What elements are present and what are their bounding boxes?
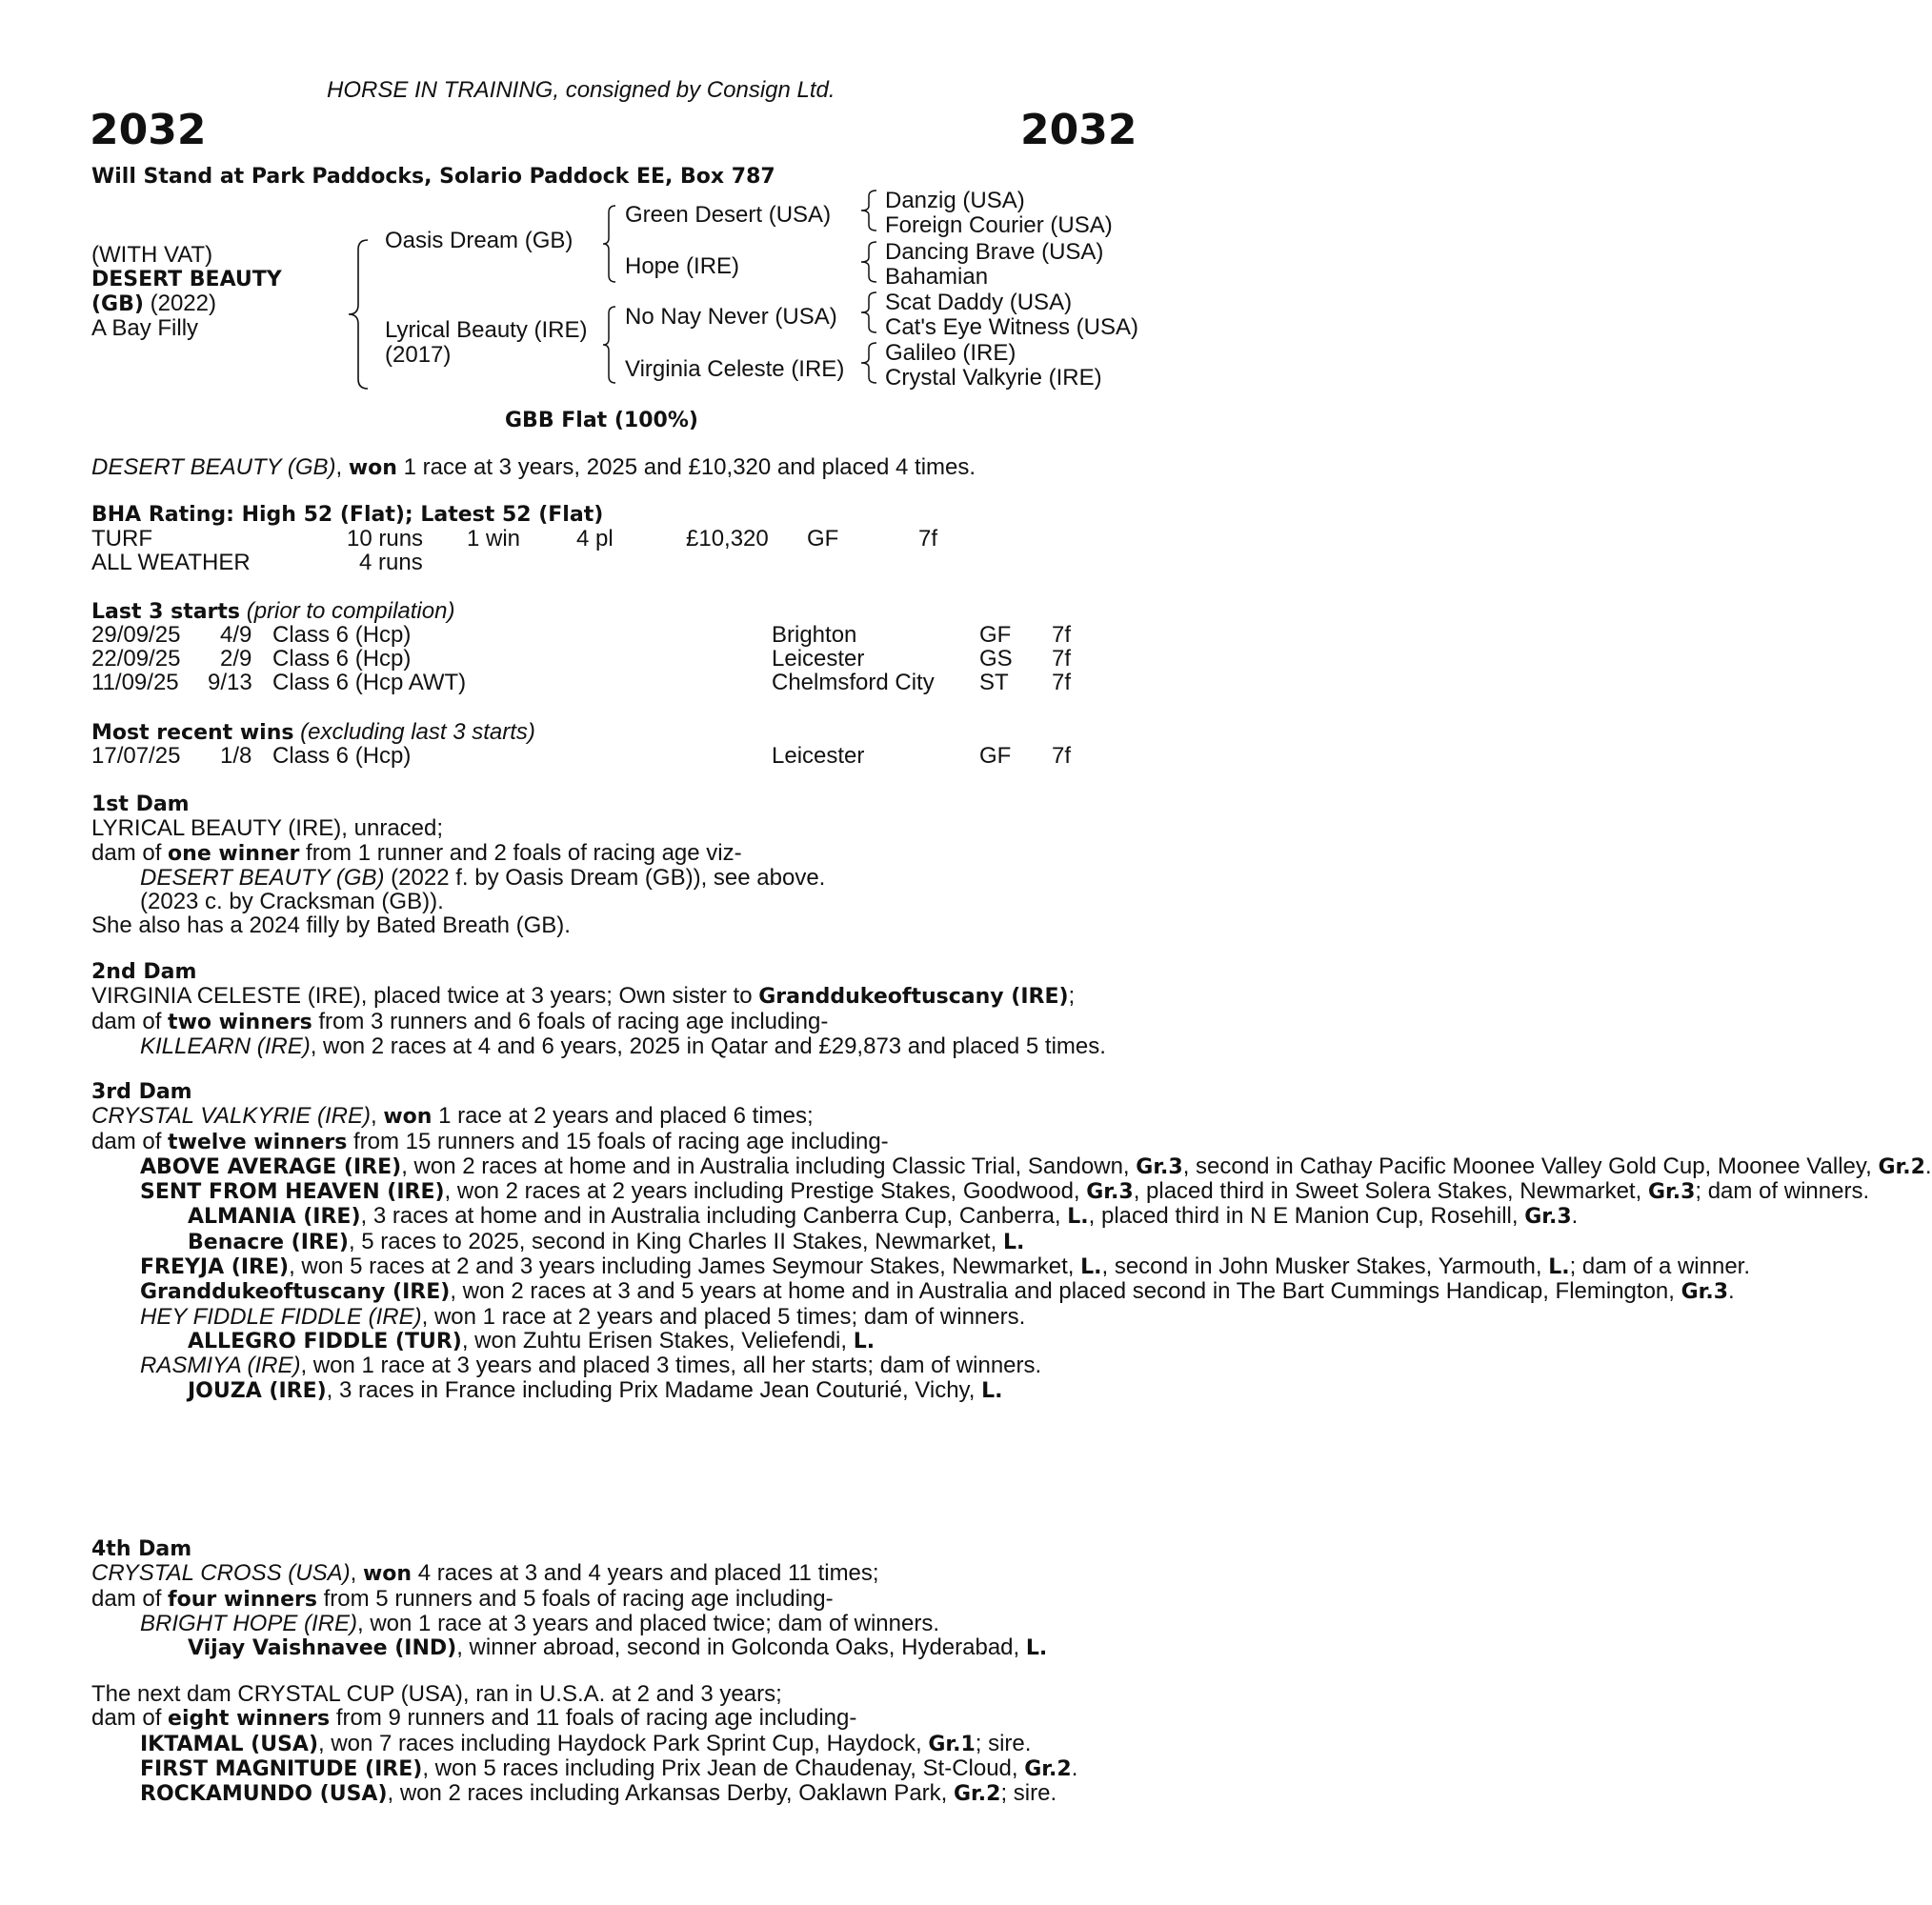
produce-name: FIRST MAGNITUDE (IRE) — [140, 1756, 423, 1781]
text: from 3 runners and 6 foals of racing age including- — [312, 1008, 829, 1034]
bha-rating-heading: BHA Rating: High 52 (Flat); Latest 52 (Flat) — [91, 503, 604, 527]
produce-name: HEY FIDDLE FIDDLE (IRE) — [140, 1303, 422, 1330]
text: . — [1924, 1153, 1932, 1179]
horse-name: DESERT BEAUTY — [91, 268, 282, 291]
text: , 3 races in France including Prix Madame Jean Couturié, Vichy, — [326, 1376, 982, 1403]
produce-name: Vijay Vaishnavee (IND) — [188, 1636, 457, 1661]
ped-sds: Dancing Brave (USA) — [885, 239, 1104, 265]
text: , — [370, 1103, 384, 1130]
foal-name: DESERT BEAUTY (GB) — [140, 864, 385, 891]
recent-wins-heading — [91, 720, 535, 745]
grade: L. — [1080, 1255, 1102, 1280]
produce-entry — [140, 1178, 1870, 1205]
second-dam-line — [91, 1010, 1149, 1034]
win-pos: 1/8 — [220, 743, 252, 769]
win-date: 17/07/25 — [91, 743, 181, 769]
win-race: Class 6 (Hcp) — [272, 743, 412, 769]
text: from 5 runners and 5 foals of racing age including- — [316, 1585, 834, 1612]
winners-count: eight winners — [168, 1707, 331, 1732]
start-row — [91, 623, 1139, 647]
horse-origin-year — [91, 291, 216, 316]
horse-year: (2022) — [150, 291, 216, 316]
text: dam of — [91, 1585, 169, 1612]
ped-sire: Oasis Dream (GB) — [385, 228, 574, 253]
ped-dsd: Cat's Eye Witness (USA) — [885, 314, 1138, 340]
start-pos: 4/9 — [220, 622, 252, 648]
win-dist: 7f — [1052, 743, 1072, 769]
text: dam of — [91, 839, 169, 866]
ped-sss: Danzig (USA) — [885, 188, 1025, 213]
sibling-name: Granddukeoftuscany (IRE) — [758, 985, 1069, 1010]
produce-entry — [140, 1253, 1751, 1280]
vat-label: (WITH VAT) — [91, 242, 213, 268]
third-dam-section — [91, 1080, 1932, 1403]
text: , placed third in Sweet Solera Stakes, Newmarket, — [1133, 1178, 1648, 1205]
first-dam-line: LYRICAL BEAUTY (IRE), unraced; — [91, 815, 444, 842]
won-label: won — [383, 1105, 433, 1130]
horse-origin: (GB) — [91, 292, 144, 316]
win-course: Leicester — [772, 743, 865, 769]
grade: L. — [1002, 1230, 1025, 1254]
rating-runs: 10 runs — [347, 526, 424, 551]
produce-entry — [140, 1153, 1932, 1179]
text: , won 5 races including Prix Jean de Chaudenay, St-Cloud, — [422, 1755, 1025, 1781]
lot-number-right: 2032 — [1020, 106, 1137, 154]
pedigree-brace-dd — [857, 341, 880, 385]
start-race: Class 6 (Hcp) — [272, 622, 412, 648]
third-dam-heading: 3rd Dam — [91, 1080, 192, 1104]
start-date: 29/09/25 — [91, 622, 181, 648]
produce-entry — [188, 1378, 1149, 1403]
text: , second in John Musker Stakes, Yarmouth, — [1101, 1253, 1549, 1280]
start-going: GS — [979, 646, 1013, 672]
fourth-dam-section — [91, 1537, 1149, 1660]
next-dam-line: The next dam CRYSTAL CUP (USA), ran in U.S.A. at 2 and 3 years; — [91, 1681, 782, 1707]
fourth-dam-line — [91, 1561, 1149, 1586]
rating-row-turf — [91, 527, 1139, 551]
produce-entry — [140, 1278, 1735, 1305]
text: , 5 races to 2025, second in King Charles II Stakes, Newmarket, — [348, 1228, 1003, 1254]
text: VIRGINIA CELESTE (IRE), placed twice at 3 years; Own sister to — [91, 983, 759, 1010]
first-dam-line — [91, 841, 1149, 866]
ped-dss: Scat Daddy (USA) — [885, 290, 1073, 315]
ped-dds: Galileo (IRE) — [885, 340, 1016, 366]
produce-name: Benacre (IRE) — [188, 1230, 349, 1254]
text: , 3 races at home and in Australia including Canberra Cup, Canberra, — [360, 1203, 1068, 1230]
last-starts-title: Last 3 starts — [91, 600, 241, 624]
first-dam-line — [91, 866, 1149, 890]
first-dam-line: (2023 c. by Cracksman (GB)). — [140, 889, 444, 915]
text: , won 1 race at 2 years and placed 5 times; dam of winners. — [421, 1303, 1026, 1330]
rating-dist: 7f — [918, 526, 938, 551]
ped-dam-sire: No Nay Never (USA) — [625, 304, 837, 330]
text: , won 1 race at 3 years and placed 3 times, all her starts; dam of winners. — [300, 1353, 1042, 1379]
grade: L. — [1025, 1636, 1048, 1661]
grade: L. — [1067, 1205, 1089, 1230]
grade: L. — [853, 1329, 875, 1354]
winners-count: two winners — [168, 1010, 312, 1034]
text: 1 race at 2 years and placed 6 times; — [432, 1103, 814, 1130]
rating-going: GF — [807, 526, 839, 551]
start-course: Brighton — [772, 622, 857, 648]
text: . — [1728, 1278, 1735, 1305]
start-date: 11/09/25 — [91, 670, 179, 695]
grade: Gr.3 — [1647, 1180, 1696, 1205]
produce-name: ROCKAMUNDO (USA) — [140, 1782, 388, 1807]
first-dam-section — [91, 792, 1149, 938]
pedigree-brace-sire — [600, 204, 619, 284]
ped-dam-year: (2017) — [385, 342, 452, 368]
text: dam of — [91, 1128, 169, 1154]
consign-line: HORSE IN TRAINING, consigned by Consign Ltd. — [327, 77, 835, 103]
text: from 9 runners and 11 foals of racing age including- — [330, 1705, 857, 1732]
produce-name: ALMANIA (IRE) — [188, 1205, 361, 1230]
grade: Gr.2 — [1024, 1756, 1072, 1781]
start-pos: 2/9 — [220, 646, 252, 672]
start-race: Class 6 (Hcp AWT) — [272, 670, 467, 695]
fourth-dam-heading: 4th Dam — [91, 1537, 192, 1561]
text: , won 2 races at 4 and 6 years, 2025 in Qatar and £29,873 and placed 5 times. — [310, 1033, 1106, 1059]
text: , won 5 races at 2 and 3 years including James Seymour Stakes, Newmarket, — [289, 1253, 1081, 1280]
grade: Gr.2 — [954, 1782, 1001, 1807]
produce-entry — [140, 1305, 1149, 1329]
text: , placed third in N E Manion Cup, Rosehill, — [1088, 1203, 1525, 1230]
first-dam-heading: 1st Dam — [91, 792, 190, 816]
ped-sire-sire: Green Desert (USA) — [625, 202, 832, 228]
third-dam-line — [91, 1130, 1149, 1154]
text: ; dam of a winner. — [1569, 1253, 1751, 1280]
pedigree-brace-sd — [857, 240, 880, 284]
dam-name: CRYSTAL CROSS (USA) — [91, 1560, 351, 1587]
produce-entry — [140, 1732, 1149, 1756]
produce-name: JOUZA (IRE) — [188, 1378, 327, 1403]
pedigree-brace-ss — [857, 189, 880, 232]
fourth-dam-line — [188, 1635, 1149, 1660]
grade: Gr.1 — [928, 1732, 976, 1756]
pedigree-brace-dam — [600, 305, 619, 385]
fourth-dam-line — [91, 1587, 1149, 1612]
grade: Gr.3 — [1086, 1180, 1134, 1205]
summary-rest: 1 race at 3 years, 2025 and £10,320 and placed 4 times. — [396, 454, 976, 480]
ped-ddd: Crystal Valkyrie (IRE) — [885, 365, 1102, 391]
produce-name: IKTAMAL (USA) — [140, 1732, 318, 1756]
ped-dam-dam: Virginia Celeste (IRE) — [625, 356, 845, 382]
stand-line: Will Stand at Park Paddocks, Solario Paddock EE, Box 787 — [91, 165, 775, 189]
rating-wins: 1 win — [467, 526, 521, 551]
grade: Gr.3 — [1136, 1154, 1183, 1179]
produce-name: RASMIYA (IRE) — [140, 1353, 301, 1379]
text: (2022 f. by Oasis Dream (GB)), see above. — [384, 864, 826, 891]
lot-number-left: 2032 — [90, 106, 207, 154]
text: , — [350, 1560, 363, 1587]
text: 4 races at 3 and 4 years and placed 11 times; — [412, 1560, 879, 1587]
text: , second in Cathay Pacific Moonee Valley Gold Cup, Moonee Valley, — [1182, 1153, 1879, 1179]
grade: L. — [1548, 1255, 1570, 1280]
ped-sire-dam: Hope (IRE) — [625, 253, 740, 279]
text: from 15 runners and 15 foals of racing age including- — [347, 1128, 889, 1154]
ped-sdd: Bahamian — [885, 264, 989, 290]
text: , won 7 races including Haydock Park Sprint Cup, Haydock, — [318, 1730, 929, 1756]
ped-dam: Lyrical Beauty (IRE) — [385, 317, 588, 343]
produce-name: SENT FROM HEAVEN (IRE) — [140, 1180, 445, 1205]
rating-runs: 4 runs — [359, 550, 423, 575]
produce-entry — [140, 1781, 1149, 1806]
dam-name: CRYSTAL VALKYRIE (IRE) — [91, 1103, 371, 1130]
summary-horse-name: DESERT BEAUTY (GB) — [91, 454, 336, 480]
rating-prize: £10,320 — [686, 526, 769, 551]
third-dam-line — [91, 1104, 1149, 1129]
start-pos: 9/13 — [208, 670, 252, 695]
rating-surface: TURF — [91, 526, 152, 551]
text: . — [1071, 1755, 1078, 1781]
text: ; dam of winners. — [1695, 1178, 1870, 1205]
text: , won 1 race at 3 years and placed twice; dam of winners. — [357, 1610, 939, 1636]
start-dist: 7f — [1052, 646, 1072, 672]
produce-entry — [188, 1329, 1149, 1354]
recent-wins-note: (excluding last 3 starts) — [293, 719, 535, 745]
produce-name: ALLEGRO FIDDLE (TUR) — [188, 1329, 462, 1354]
start-dist: 7f — [1052, 622, 1072, 648]
won-label: won — [362, 1562, 413, 1587]
winners-count: four winners — [168, 1587, 317, 1612]
start-going: ST — [979, 670, 1009, 695]
text: , winner abroad, second in Golconda Oaks, Hyderabad, — [456, 1634, 1026, 1661]
start-date: 22/09/25 — [91, 646, 181, 672]
start-row — [91, 671, 1139, 694]
start-row — [91, 647, 1139, 671]
winners-count: twelve winners — [168, 1130, 348, 1154]
text: , won 2 races at 3 and 5 years at home and in Australia and placed second in The Bart Cummings Handicap, Flemington, — [450, 1278, 1681, 1305]
win-row — [91, 744, 1139, 768]
winners-count: one winner — [168, 841, 300, 866]
second-dam-section — [91, 960, 1149, 1058]
produce-entry — [188, 1203, 1579, 1230]
grade: Gr.3 — [1680, 1280, 1729, 1305]
rating-placed: 4 pl — [576, 526, 614, 551]
horse-description: A Bay Filly — [91, 315, 199, 341]
produce-name: Granddukeoftuscany (IRE) — [140, 1280, 451, 1305]
rating-surface: ALL WEATHER — [91, 550, 251, 575]
produce-name: ABOVE AVERAGE (IRE) — [140, 1154, 402, 1179]
second-dam-heading: 2nd Dam — [91, 960, 197, 984]
second-dam-line — [91, 984, 1149, 1009]
last-starts-note: (prior to compilation) — [240, 598, 455, 624]
recent-wins-title: Most recent wins — [91, 721, 294, 745]
start-dist: 7f — [1052, 670, 1072, 695]
next-dam-line — [91, 1706, 1149, 1731]
grade: Gr.3 — [1524, 1205, 1572, 1230]
win-going: GF — [979, 743, 1012, 769]
text: dam of — [91, 1705, 169, 1732]
pedigree-brace-ds — [857, 291, 880, 334]
ped-ssd: Foreign Courier (USA) — [885, 212, 1113, 238]
next-dam-section — [91, 1682, 1149, 1806]
text: dam of — [91, 1008, 169, 1034]
rating-row-aw — [91, 551, 1139, 574]
last-starts-heading — [91, 599, 454, 624]
grade: Gr.2 — [1878, 1154, 1925, 1179]
text: , won 2 races at 2 years including Prestige Stakes, Goodwood, — [444, 1178, 1087, 1205]
fourth-dam-line — [140, 1612, 1149, 1635]
text: from 1 runner and 2 foals of racing age viz- — [299, 839, 742, 866]
grade: L. — [981, 1378, 1003, 1403]
text: ; sire. — [1000, 1780, 1057, 1807]
start-course: Leicester — [772, 646, 865, 672]
produce-name: FREYJA (IRE) — [140, 1255, 290, 1280]
produce-entry — [188, 1230, 1149, 1254]
pedigree-brace-main — [345, 238, 373, 391]
text: , won 2 races at home and in Australia including Classic Trial, Sandown, — [401, 1153, 1137, 1179]
text: . — [1571, 1203, 1579, 1230]
produce-entry — [140, 1354, 1149, 1377]
text: ; — [1068, 983, 1076, 1010]
start-race: Class 6 (Hcp) — [272, 646, 412, 672]
text: , won Zuhtu Erisen Stakes, Veliefendi, — [461, 1327, 854, 1354]
race-summary: DESERT BEAUTY (GB), won 1 race at 3 years, 2025 and £10,320 and placed 4 times. — [91, 454, 976, 480]
first-dam-line: She also has a 2024 filly by Bated Breath (GB). — [91, 912, 571, 939]
produce-name: BRIGHT HOPE (IRE) — [140, 1610, 358, 1636]
second-dam-line — [91, 1034, 1149, 1058]
summary-won: won — [348, 456, 397, 480]
gbb-label: GBB Flat (100%) — [505, 409, 698, 432]
text: , won 2 races including Arkansas Derby, Oaklawn Park, — [387, 1780, 954, 1807]
start-going: GF — [979, 622, 1012, 648]
produce-entry — [140, 1756, 1149, 1781]
foal-name: KILLEARN (IRE) — [140, 1033, 311, 1059]
start-course: Chelmsford City — [772, 670, 935, 695]
text: ; sire. — [975, 1730, 1032, 1756]
